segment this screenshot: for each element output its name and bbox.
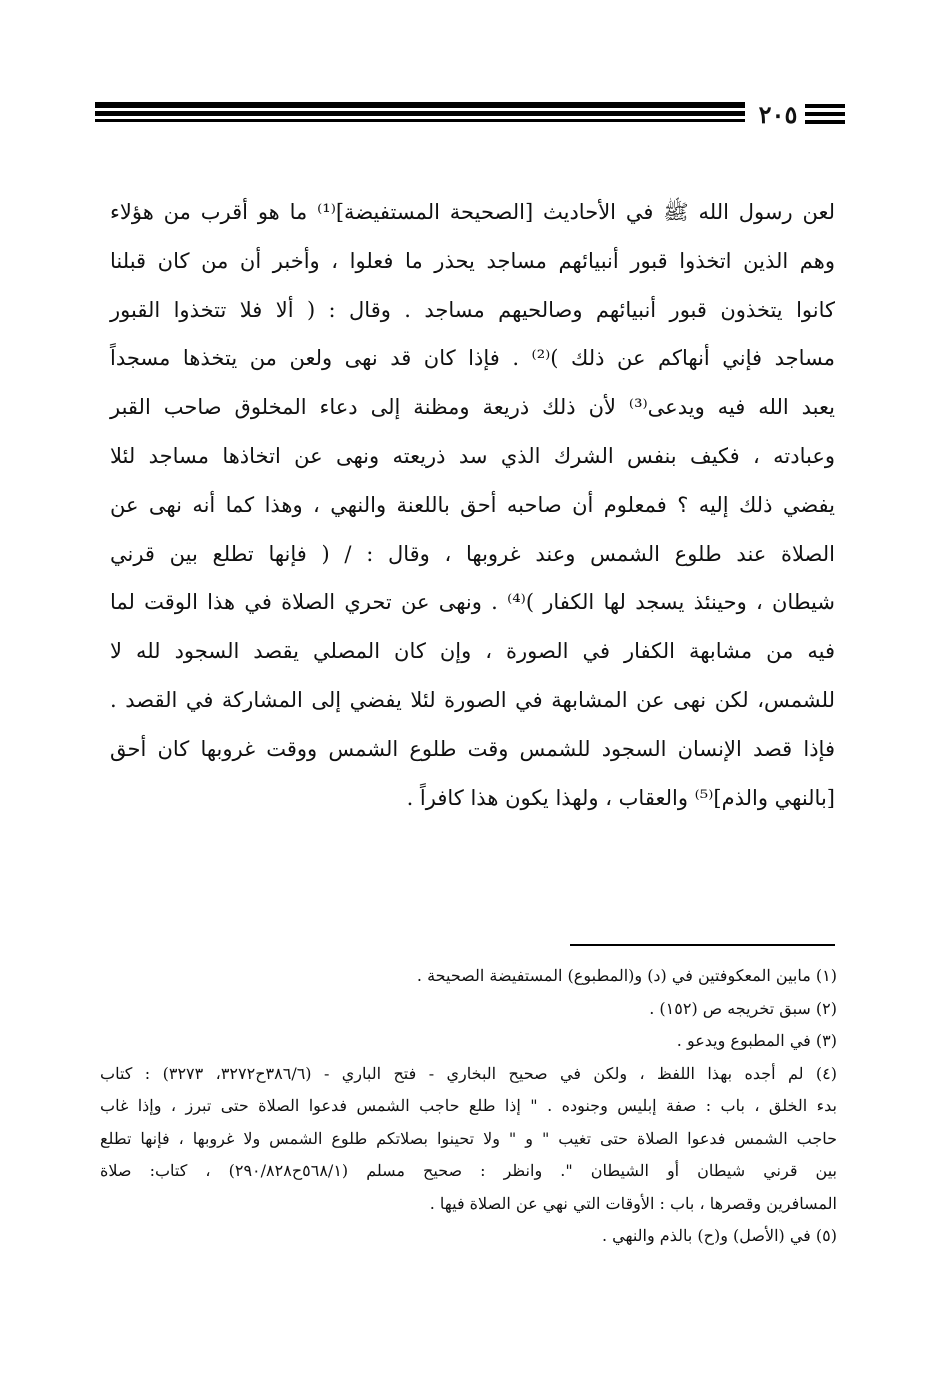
text-line: وهم الذين اتخذوا قبور أنبيائهم مساجد يحذر ما فعلوا ، وأخبر أن من كان قبلنا [110,248,835,273]
text-line: للشمس، لكن نهى عن المشابهة في الصورة لئلا يفضي إلى المشاركة في القصد . [110,687,835,712]
footnote-line: بدء الخلق ، باب : صفة إبليس وجنوده . " إذا طلع حاجب الشمس فدعوا الصلاة حتى تبرز ، وإذا غاب [100,1096,837,1115]
footnotes [100,960,837,1253]
footnote-line: (٥) في (الأصل) و(ح) بالذم والنهي . [601,1226,837,1245]
text-line: فيه من مشابهة الكفار في الصورة ، وإن كان المصلي يقصد السجود لله لا [110,639,835,664]
footnote-line: (٤) لم أجده بهذا اللفظ ، ولكن في صحيح البخاري - فتح الباري - (٣٨٦/٦ح٣٢٧٢، ٣٢٧٣) : كتاب [100,1063,838,1083]
page-number-ornament [805,104,845,126]
text-line: شيطان ، وحينئذ يسجد لها الكفار )⁽⁴⁾ . ونهى عن تحري الصلاة في هذا الوقت لما [110,590,835,615]
text-line: يعبد الله فيه ويدعى⁽³⁾ لأن ذلك ذريعة ومظنة إلى دعاء المخلوق صاحب القبر [110,395,835,420]
header-rule [95,100,745,130]
footnote-line: (٢) سبق تخريجه ص (١٥٢) . [649,998,837,1018]
text-line: لعن رسول الله ﷺ في الأحاديث [الصحيحة المستفيضة]⁽¹⁾ ما هو أقرب من هؤلاء [110,200,836,224]
footnote-line: المسافرين وقصرها ، باب : الأوقات التي نهي عن الصلاة فيها . [429,1193,837,1213]
text-line: وعبادته ، فكيف بنفس الشرك الذي سد ذريعته ونهى عن اتخاذها مساجد لئلا [110,443,835,468]
header-rule-line [95,111,745,116]
footnote-line: حاجب الشمس فدعوا الصلاة حتى تغيب " و " ولا تحينوا بصلاتكم طلوع الشمس ولا غروبها ، فإنها تطلع [100,1128,837,1148]
page-number: ٢٠٥ [758,100,798,129]
footnote-line: بين قرني شيطان أو الشيطان ". وانظر : صحيح مسلم (٥٦٨/١ح٢٩٠/٨٢٨) ، كتاب: صلاة [100,1161,837,1180]
text-line: الصلاة عند طلوع الشمس وعند غروبها ، وقال : / ( فإنها تطلع بين قرني [110,541,835,566]
header-rule-line [95,102,745,108]
text-line: فإذا قصد الإنسان السجود للشمس وقت طلوع الشمس ووقت غروبها كان أحق [110,736,835,761]
text-line: يفضي ذلك إليه ؟ فمعلوم أن صاحبه أحق باللعنة والنهي ، وهذا كما أنه نهى عن [110,492,835,517]
footnote-line: (٣) في المطبوع ويدعو . [676,1031,837,1050]
footnote-line: (١) مابين المعكوفتين في (د) و(المطبوع) المستفيضة الصحيحة . [416,966,837,985]
footnote-separator [570,944,835,946]
header-rule-line [95,119,745,122]
text-line: مساجد فإني أنهاكم عن ذلك )⁽²⁾ . فإذا كان قد نهى ولعن من يتخذها مسجداً [110,346,835,371]
text-line: [بالنهي والذم]⁽⁵⁾ والعقاب ، ولهذا يكون هذا كافراً . [406,785,835,810]
main-text [110,188,835,822]
page-header [95,100,845,130]
text-line: كانوا يتخذون قبور أنبيائهم وصالحيهم مساجد . وقال : ( ألا فلا تتخذوا القبور [110,297,835,322]
